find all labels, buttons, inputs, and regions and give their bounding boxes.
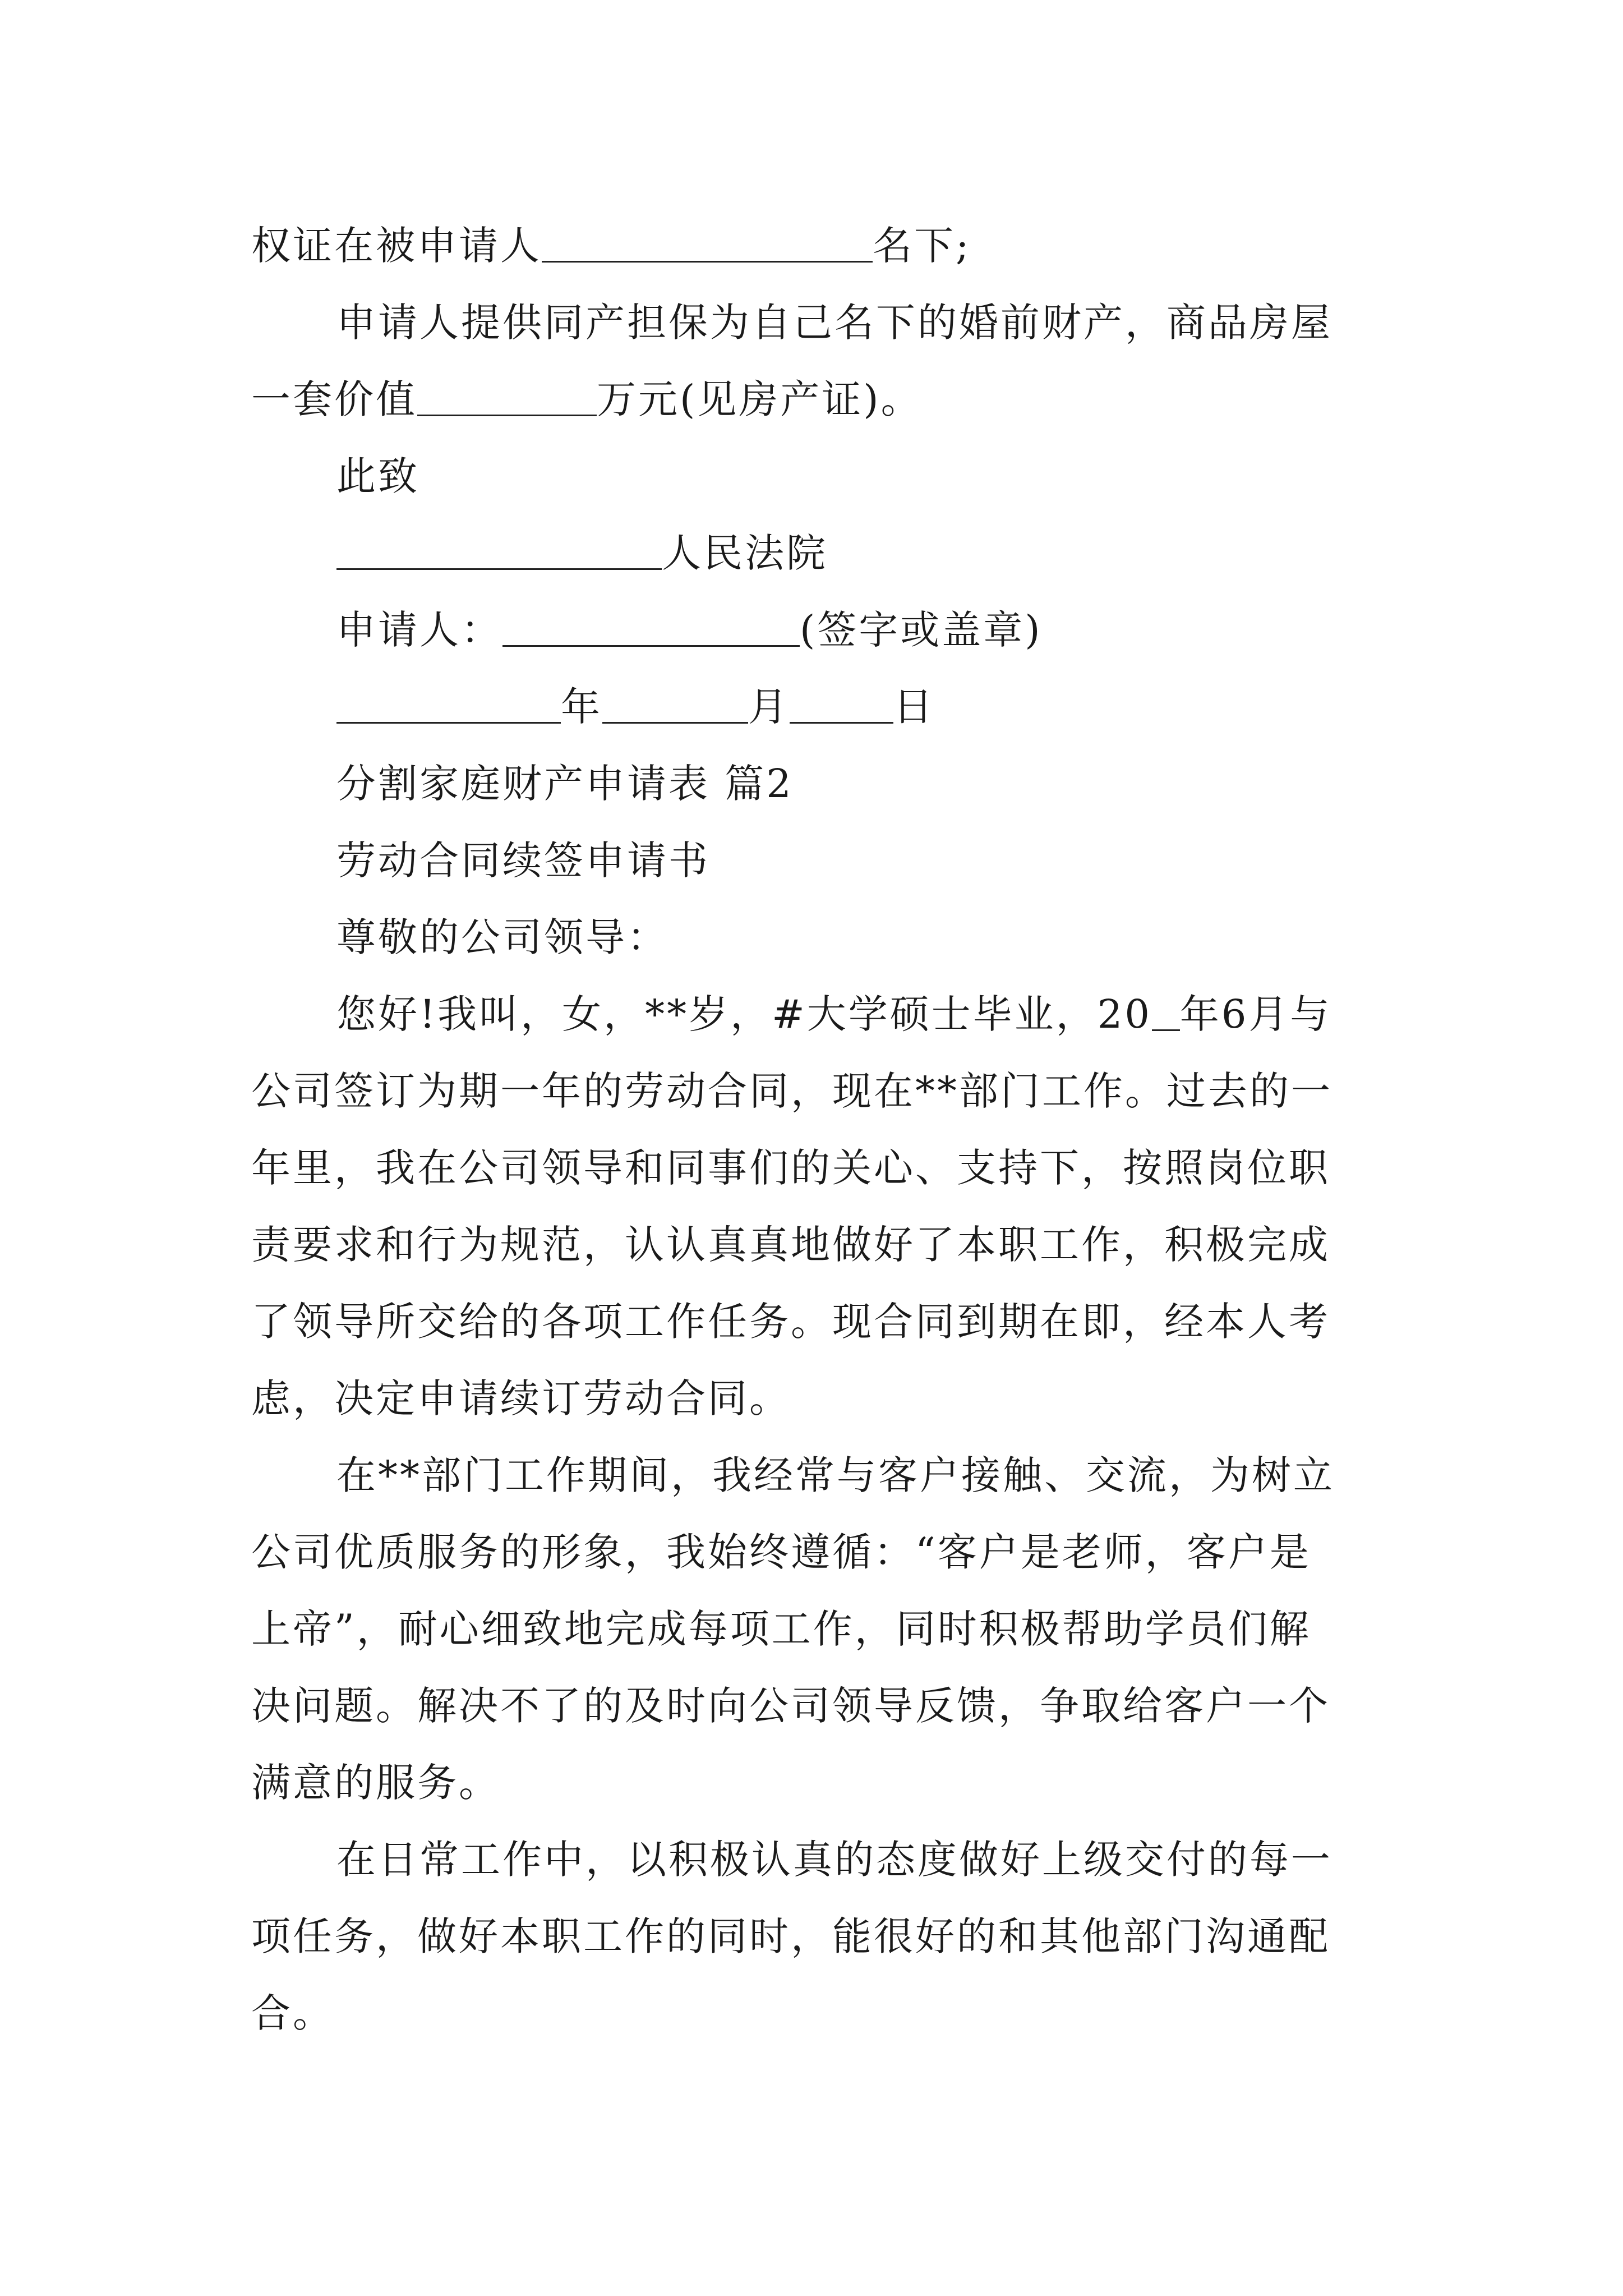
text-line-2: 申请人提供同产担保为自己名下的婚前财产，商品房屋 <box>336 300 1332 346</box>
fill-blank-day <box>790 687 893 724</box>
text-line-3 <box>251 361 1384 438</box>
text-line-1 <box>251 208 1384 284</box>
line-5-text: 人民法院 <box>662 530 828 576</box>
text-line-12: 公司签订为期一年的劳动合同，现在**部门工作。过去的一 <box>251 1068 1332 1114</box>
line-6-part-2: (签字或盖章) <box>800 607 1043 653</box>
text-line-17: 在**部门工作期间，我经常与客户接触、交流，为树立 <box>336 1452 1335 1498</box>
text-line-21: 满意的服务。 <box>251 1760 500 1806</box>
line-7-year: 年 <box>561 684 602 730</box>
text-line-24: 合。 <box>251 1990 334 2036</box>
text-line-13: 年里，我在公司领导和同事们的关心、支持下，按照岗位职 <box>251 1145 1330 1191</box>
line-11-part-2: 年6月与 <box>1179 991 1332 1037</box>
text-line-4: 此致 <box>336 453 419 499</box>
fill-blank-court <box>336 533 662 570</box>
text-line-5 <box>251 515 1384 592</box>
line-11-part-1: 您好!我叫，女，**岁，#大学硕士毕业，20 <box>336 991 1152 1037</box>
text-line-20: 决问题。解决不了的及时向公司领导反馈，争取给客户一个 <box>251 1683 1330 1729</box>
text-line-14: 责要求和行为规范，认认真真地做好了本职工作，积极完成 <box>251 1222 1330 1268</box>
text-line-23: 项任务，做好本职工作的同时，能很好的和其他部门沟通配 <box>251 1913 1330 1959</box>
fill-blank-value <box>417 380 597 416</box>
text-line-6 <box>251 592 1384 669</box>
line-6-part-1: 申请人： <box>336 607 502 653</box>
fill-blank-respondent <box>542 226 873 263</box>
fill-blank-month <box>602 687 748 724</box>
fill-blank-year <box>336 687 561 724</box>
line-1-part-2: 名下; <box>873 223 971 269</box>
text-line-8: 分割家庭财产申请表 篇2 <box>336 761 794 807</box>
text-line-22: 在日常工作中，以积极认真的态度做好上级交付的每一 <box>336 1837 1332 1883</box>
text-line-16: 虑，决定申请续订劳动合同。 <box>251 1375 791 1421</box>
text-line-7 <box>251 669 1384 746</box>
line-3-part-1: 一套价值 <box>251 376 417 422</box>
line-1-part-1: 权证在被申请人 <box>251 223 542 269</box>
line-7-month: 月 <box>748 684 790 730</box>
text-line-15: 了领导所交给的各项工作任务。现合同到期在即，经本人考 <box>251 1299 1330 1345</box>
fill-blank-applicant <box>502 610 800 647</box>
line-7-day: 日 <box>893 684 935 730</box>
fill-blank-year-digits <box>1152 995 1180 1031</box>
document-body <box>251 208 1384 2052</box>
text-line-10: 尊敬的公司领导： <box>336 914 668 960</box>
line-3-part-2: 万元(见房产证)。 <box>597 376 923 422</box>
text-line-19: 上帝”，耐心细致地完成每项工作，同时积极帮助学员们解 <box>251 1606 1311 1652</box>
text-line-18: 公司优质服务的形象，我始终遵循：“客户是老师，客户是 <box>251 1529 1311 1575</box>
text-line-11 <box>251 976 1384 1053</box>
text-line-9: 劳动合同续签申请书 <box>336 838 710 884</box>
